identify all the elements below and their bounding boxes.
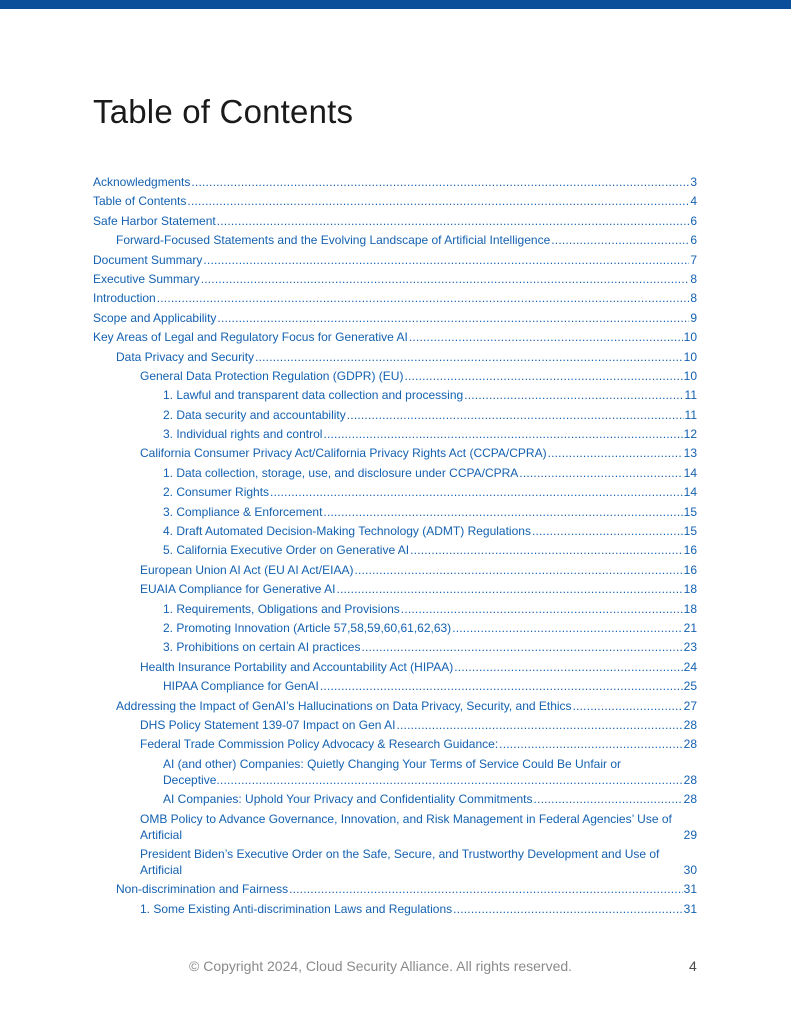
- toc-entry[interactable]: [93, 659, 697, 675]
- toc-entry-label[interactable]: AI Companies: Uphold Your Privacy and Confidentiality Commitments: [163, 792, 533, 807]
- toc-entry[interactable]: [93, 601, 697, 617]
- header-accent-bar: [0, 0, 791, 9]
- toc-entry-label[interactable]: 3. Prohibitions on certain AI practices: [163, 640, 361, 655]
- toc-entry-page[interactable]: 12: [683, 427, 697, 442]
- toc-entry-label[interactable]: 3. Compliance & Enforcement: [163, 504, 323, 519]
- toc-entry[interactable]: [93, 174, 697, 190]
- toc-entry[interactable]: [93, 717, 697, 733]
- toc-entry-label[interactable]: EUAIA Compliance for Generative AI: [140, 582, 336, 597]
- toc-entry-page[interactable]: 25: [683, 679, 697, 694]
- toc-entry-label[interactable]: Executive Summary: [93, 271, 200, 286]
- toc-entry-label[interactable]: Table of Contents: [93, 194, 187, 209]
- toc-entry[interactable]: [93, 620, 697, 636]
- toc-entry[interactable]: [93, 445, 697, 461]
- toc-entry-label[interactable]: Data Privacy and Security: [116, 349, 255, 364]
- toc-entry[interactable]: [93, 542, 697, 558]
- toc-entry[interactable]: [93, 581, 697, 597]
- toc-entry-label[interactable]: Federal Trade Commission Policy Advocacy & Research Guidance:: [140, 737, 499, 752]
- page-number: 4: [689, 958, 697, 974]
- toc-entry-label[interactable]: Addressing the Impact of GenAI’s Hallucinations on Data Privacy, Security, and Ethics: [116, 698, 572, 713]
- toc-leader-dots: [453, 901, 682, 917]
- toc-leader-dots: [404, 368, 682, 384]
- toc-entry[interactable]: [93, 791, 697, 807]
- toc-entry-page[interactable]: 10: [683, 330, 697, 345]
- toc-leader-dots: [464, 387, 683, 403]
- toc-entry-label[interactable]: DHS Policy Statement 139-07 Impact on Gen AI: [140, 717, 396, 732]
- toc-entry-page[interactable]: 16: [683, 543, 697, 558]
- toc-leader-dots: [157, 290, 690, 306]
- page-title: Table of Contents: [93, 93, 354, 130]
- toc-entry[interactable]: [93, 698, 697, 714]
- toc-leader-dots: [216, 773, 697, 787]
- toc-entry-label[interactable]: 1. Some Existing Anti-discrimination Laws and Regulations: [140, 901, 453, 916]
- toc-leader-dots: [396, 717, 682, 733]
- toc-entry-label[interactable]: Health Insurance Portability and Accountability Act (HIPAA): [140, 659, 454, 674]
- toc-entry[interactable]: [93, 407, 697, 423]
- toc-leader-dots: [203, 252, 689, 268]
- toc-entry-page[interactable]: 13: [683, 446, 697, 461]
- toc-entry-page[interactable]: 11: [684, 407, 697, 422]
- toc-entry-page[interactable]: 4: [690, 194, 697, 209]
- toc-entry-page[interactable]: 14: [683, 485, 697, 500]
- toc-entry[interactable]: [93, 562, 697, 578]
- toc-entry-label[interactable]: Document Summary: [93, 252, 203, 267]
- toc-entry-page[interactable]: 15: [683, 504, 697, 519]
- toc-entry[interactable]: [93, 465, 697, 481]
- toc-entry-label[interactable]: 1. Requirements, Obligations and Provisions: [163, 601, 400, 616]
- toc-entry[interactable]: [93, 846, 697, 878]
- toc-leader-dots: [519, 465, 682, 481]
- toc-entry-page[interactable]: 10: [683, 368, 697, 383]
- toc-entry-page[interactable]: 18: [683, 601, 697, 616]
- copyright-notice: © Copyright 2024, Cloud Security Alliance. All rights reserved.: [189, 958, 573, 974]
- toc-entry[interactable]: [93, 901, 697, 917]
- toc-entry-page[interactable]: 28: [683, 772, 697, 787]
- toc-entry-page[interactable]: 9: [690, 310, 697, 325]
- toc-leader-dots: [548, 445, 683, 461]
- toc-entry-label[interactable]: Forward-Focused Statements and the Evolving Landscape of Artificial Intelligence: [116, 233, 551, 248]
- toc-leader-dots: [354, 562, 682, 578]
- toc-entry[interactable]: [93, 387, 697, 403]
- toc-entry-label[interactable]: Non-discrimination and Fairness: [116, 882, 289, 897]
- toc-leader-dots: [452, 620, 682, 636]
- toc-entry-label[interactable]: Scope and Applicability: [93, 310, 217, 325]
- toc-entry[interactable]: [93, 504, 697, 520]
- toc-entry-page[interactable]: 8: [690, 291, 697, 306]
- toc-entry-page[interactable]: 6: [690, 233, 697, 248]
- toc-entry-page[interactable]: 23: [683, 640, 697, 655]
- toc-entry-label[interactable]: European Union AI Act (EU AI Act/EIAA): [140, 562, 354, 577]
- toc-entry[interactable]: [93, 271, 697, 287]
- toc-leader-dots: [289, 881, 683, 897]
- toc-entry[interactable]: [93, 349, 697, 365]
- toc-entry-label[interactable]: Acknowledgments: [93, 175, 191, 189]
- toc-entry-page[interactable]: 18: [683, 582, 697, 597]
- toc-leader-dots: [336, 581, 682, 597]
- toc-entry-label[interactable]: California Consumer Privacy Act/California Privacy Rights Act (CCPA/CPRA): [140, 446, 547, 461]
- toc-entry-label[interactable]: Key Areas of Legal and Regulatory Focus for Generative AI: [93, 330, 408, 345]
- toc-entry-page[interactable]: 30: [683, 862, 697, 877]
- toc-leader-dots: [347, 407, 684, 423]
- toc-entry[interactable]: [93, 232, 697, 248]
- toc-entry-label[interactable]: 1. Lawful and transparent data collection and processing: [163, 388, 464, 403]
- table-of-contents: [93, 174, 697, 920]
- toc-leader-dots: [410, 542, 683, 558]
- toc-entry-label[interactable]: 4. Draft Automated Decision-Making Technology (ADMT) Regulations: [163, 524, 531, 539]
- toc-entry-page[interactable]: 10: [683, 349, 697, 364]
- toc-entry[interactable]: [93, 329, 697, 345]
- toc-entry[interactable]: [93, 290, 697, 306]
- toc-entry-label[interactable]: 2. Data security and accountability: [163, 407, 346, 422]
- toc-leader-dots: [454, 659, 682, 675]
- toc-entry[interactable]: [93, 678, 697, 694]
- toc-leader-dots: [401, 601, 683, 617]
- page-footer: [0, 958, 791, 978]
- toc-entry[interactable]: [93, 881, 697, 897]
- toc-entry-page[interactable]: 28: [683, 737, 697, 752]
- toc-entry-page[interactable]: 11: [684, 388, 697, 403]
- toc-leader-dots: [201, 271, 690, 287]
- toc-entry[interactable]: [93, 523, 697, 539]
- toc-entry-label[interactable]: 2. Promoting Innovation (Article 57,58,59,60,61,62,63): [163, 620, 452, 635]
- toc-entry-page[interactable]: 7: [690, 252, 697, 267]
- toc-entry[interactable]: [93, 310, 697, 326]
- toc-entry-label[interactable]: 3. Individual rights and control: [163, 427, 323, 442]
- toc-leader-dots: [323, 426, 682, 442]
- toc-entry-label[interactable]: OMB Policy to Advance Governance, Innovation, and Risk Management in Federal Agencies’ Use of Artificial: [140, 811, 672, 842]
- toc-entry[interactable]: [93, 368, 697, 384]
- toc-entry-page[interactable]: 29: [683, 827, 697, 842]
- toc-entry[interactable]: [93, 213, 697, 229]
- toc-leader-dots: [573, 698, 683, 714]
- toc-entry-page[interactable]: 31: [683, 901, 697, 916]
- toc-entry-page[interactable]: 28: [683, 792, 697, 807]
- toc-entry-label[interactable]: Introduction: [93, 291, 156, 306]
- toc-leader-dots: [191, 174, 689, 190]
- toc-entry-page[interactable]: 8: [690, 271, 697, 286]
- toc-entry-page[interactable]: 6: [690, 213, 697, 228]
- toc-entry[interactable]: [93, 252, 697, 268]
- toc-entry-page[interactable]: 24: [683, 659, 697, 674]
- toc-entry-label[interactable]: 5. California Executive Order on Generative AI: [163, 543, 410, 558]
- toc-entry[interactable]: [93, 426, 697, 442]
- toc-leader-dots: [187, 193, 689, 209]
- toc-leader-dots: [534, 791, 683, 807]
- toc-leader-dots: [217, 310, 689, 326]
- toc-entry-page[interactable]: 16: [683, 562, 697, 577]
- toc-entry-page[interactable]: 15: [683, 524, 697, 539]
- toc-entry-label[interactable]: 2. Consumer Rights: [163, 485, 270, 500]
- toc-leader-dots: [361, 639, 682, 655]
- toc-leader-dots: [532, 523, 683, 539]
- toc-entry[interactable]: [93, 639, 697, 655]
- toc-leader-dots: [255, 349, 683, 365]
- toc-entry-page[interactable]: 3: [690, 175, 697, 189]
- toc-leader-dots: [320, 678, 683, 694]
- toc-entry-label[interactable]: AI (and other) Companies: Quietly Changing Your Terms of Service Could Be Unfair or Deceptive: [163, 756, 622, 787]
- toc-leader-dots: [270, 484, 683, 500]
- toc-leader-dots: [323, 504, 682, 520]
- toc-leader-dots: [217, 213, 690, 229]
- toc-leader-dots: [499, 736, 682, 752]
- toc-entry[interactable]: [93, 193, 697, 209]
- toc-leader-dots: [551, 232, 689, 248]
- toc-entry[interactable]: [93, 811, 697, 843]
- toc-leader-dots: [409, 329, 683, 345]
- toc-entry-page[interactable]: 31: [683, 882, 697, 897]
- toc-entry-label[interactable]: General Data Protection Regulation (GDPR) (EU): [140, 368, 404, 383]
- toc-entry-page[interactable]: 21: [683, 620, 697, 635]
- toc-entry-label[interactable]: Safe Harbor Statement: [93, 213, 216, 228]
- toc-entry[interactable]: [93, 756, 697, 788]
- toc-entry[interactable]: [93, 736, 697, 752]
- toc-entry-page[interactable]: 28: [683, 717, 697, 732]
- toc-entry-label[interactable]: HIPAA Compliance for GenAI: [163, 679, 319, 694]
- toc-entry-label[interactable]: 1. Data collection, storage, use, and disclosure under CCPA/CPRA: [163, 465, 519, 480]
- toc-entry-page[interactable]: 27: [683, 698, 697, 713]
- toc-entry[interactable]: [93, 484, 697, 500]
- toc-entry-page[interactable]: 14: [683, 465, 697, 480]
- toc-entry-label[interactable]: President Biden’s Executive Order on the Safe, Secure, and Trustworthy Development and Use of Artificial: [140, 846, 660, 877]
